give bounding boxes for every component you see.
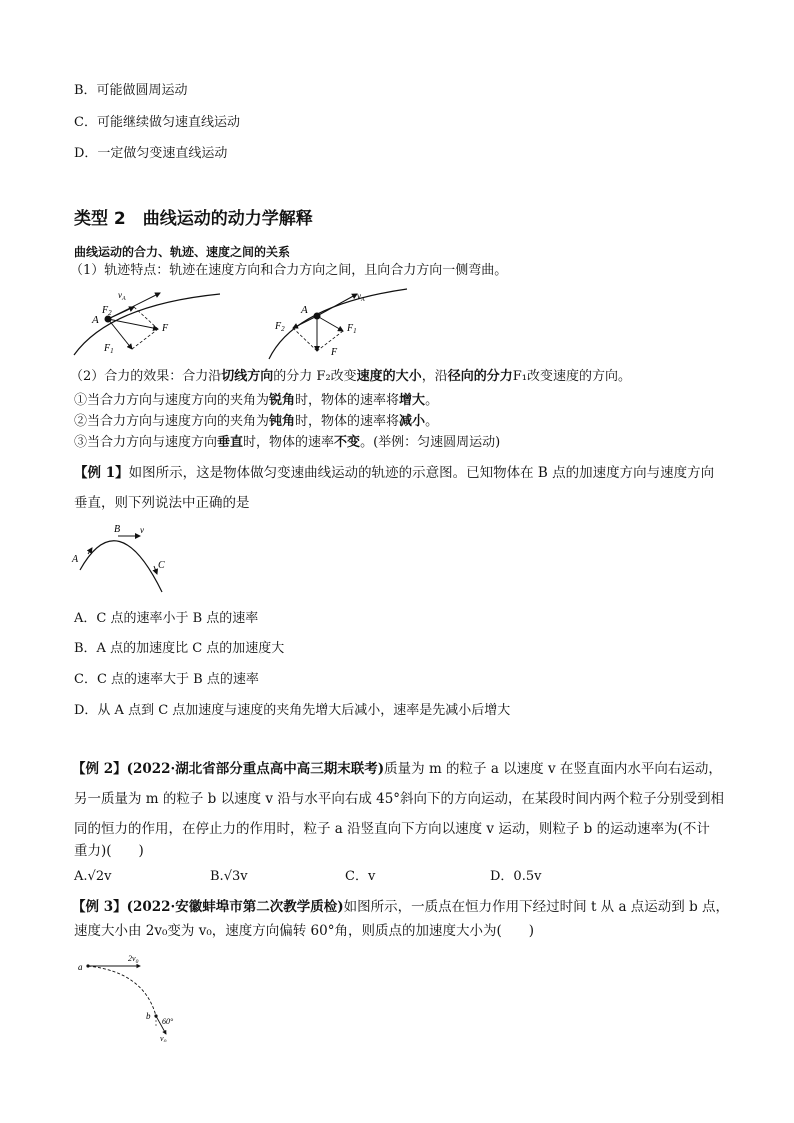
- force-effect: （2）合力的效果：合力沿切线方向的分力 F₂改变速度的大小，沿径向的分力F₁改变速度的方向。: [70, 369, 631, 384]
- example-3-line1: 【例 3】(2022·安徽蚌埠市第二次教学质检)如图所示，一质点在恒力作用下经过时间 t 从 a 点运动到 b 点，: [72, 899, 730, 915]
- example-1-line2: 垂直，则下列说法中正确的是: [74, 495, 250, 511]
- ex1-option-b: B．A 点的加速度比 C 点的加速度大: [74, 641, 285, 656]
- example-1-line1: 【例 1】如图所示，这是物体做匀变速曲线运动的轨迹的示意图。已知物体在 B 点的加速度方向与速度方向: [74, 465, 715, 481]
- label-F1: $F_1$: [104, 343, 114, 355]
- rule-acute: ①当合力方向与速度方向的夹角为锐角时，物体的速率将增大。: [74, 393, 439, 408]
- ex2-option-c: C．v: [345, 869, 376, 884]
- ex2-option-a: A.√2v: [74, 869, 112, 884]
- point-b: b: [146, 1011, 151, 1021]
- example-2-line1: 【例 2】(2022·湖北省部分重点高中高三期末联考)质量为 m 的粒子 a 以速度 v 在竖直面内水平向右运动，: [72, 761, 722, 777]
- angle-60: 60°: [162, 1017, 174, 1026]
- rule-obtuse: ②当合力方向与速度方向的夹角为钝角时，物体的速率将减小。: [74, 414, 439, 429]
- label-2v0: $2v_0$: [128, 954, 139, 965]
- ex1-option-a: A．C 点的速率小于 B 点的速率: [74, 611, 259, 626]
- ex2-option-b: B.√3v: [210, 869, 248, 884]
- force-diagram-obtuse: [265, 285, 415, 363]
- point-C: C: [158, 560, 165, 571]
- section-title: 类型 2 曲线运动的动力学解释: [74, 209, 313, 229]
- ex1-option-d: D．从 A 点到 C 点加速度与速度的夹角先增大后减小，速率是先减小后增大: [74, 703, 511, 718]
- ex1-option-c: C．C 点的速率大于 B 点的速率: [74, 672, 259, 687]
- label-vA: $v_A$: [118, 290, 126, 302]
- label-A: A: [92, 314, 99, 326]
- trajectory-feature: （1）轨迹特点：轨迹在速度方向和合力方向之间，且向合力方向一侧弯曲。: [70, 263, 508, 278]
- example-3-line2: 速度大小由 2v₀变为 v₀，速度方向偏转 60°角，则质点的加速度大小为( ): [74, 923, 535, 939]
- label-v0: $v_0$: [160, 1034, 167, 1042]
- label-F2: $F_2$: [275, 321, 285, 333]
- label-vA: $v_A$: [357, 291, 365, 303]
- point-a: a: [78, 962, 83, 972]
- point-B: B: [114, 524, 121, 535]
- label-A: A: [301, 304, 308, 316]
- option-b: B．可能做圆周运动: [74, 83, 188, 98]
- velocity-deflection-figure: [74, 950, 194, 1042]
- label-F2: $F_2$: [102, 305, 112, 317]
- rule-perpendicular: ③当合力方向与速度方向垂直时，物体的速率不变。(举例：匀速圆周运动): [74, 435, 501, 450]
- trajectory-figure: [70, 520, 170, 598]
- option-c: C．可能继续做匀速直线运动: [74, 115, 240, 130]
- force-diagram-acute: [70, 285, 230, 360]
- label-F: F: [162, 323, 169, 334]
- example-2-line4: 重力)( ): [74, 843, 144, 859]
- section-subtitle: 曲线运动的合力、轨迹、速度之间的关系: [74, 245, 291, 259]
- label-F: F: [331, 347, 338, 358]
- velocity-v: v: [140, 525, 144, 535]
- point-A: A: [72, 554, 79, 565]
- example-2-line3: 同的恒力的作用，在停止力的作用时，粒子 a 沿竖直向下方向以速度 v 运动，则粒子 b 的运动速率为(不计: [74, 821, 710, 837]
- label-F1: $F_1$: [347, 323, 357, 335]
- example-2-line2: 另一质量为 m 的粒子 b 以速度 v 沿与水平向右成 45°斜向下的方向运动，在某段时间内两个粒子分别受到相: [74, 791, 725, 807]
- ex2-option-d: D．0.5v: [490, 869, 542, 884]
- option-d: D．一定做匀变速直线运动: [74, 146, 228, 161]
